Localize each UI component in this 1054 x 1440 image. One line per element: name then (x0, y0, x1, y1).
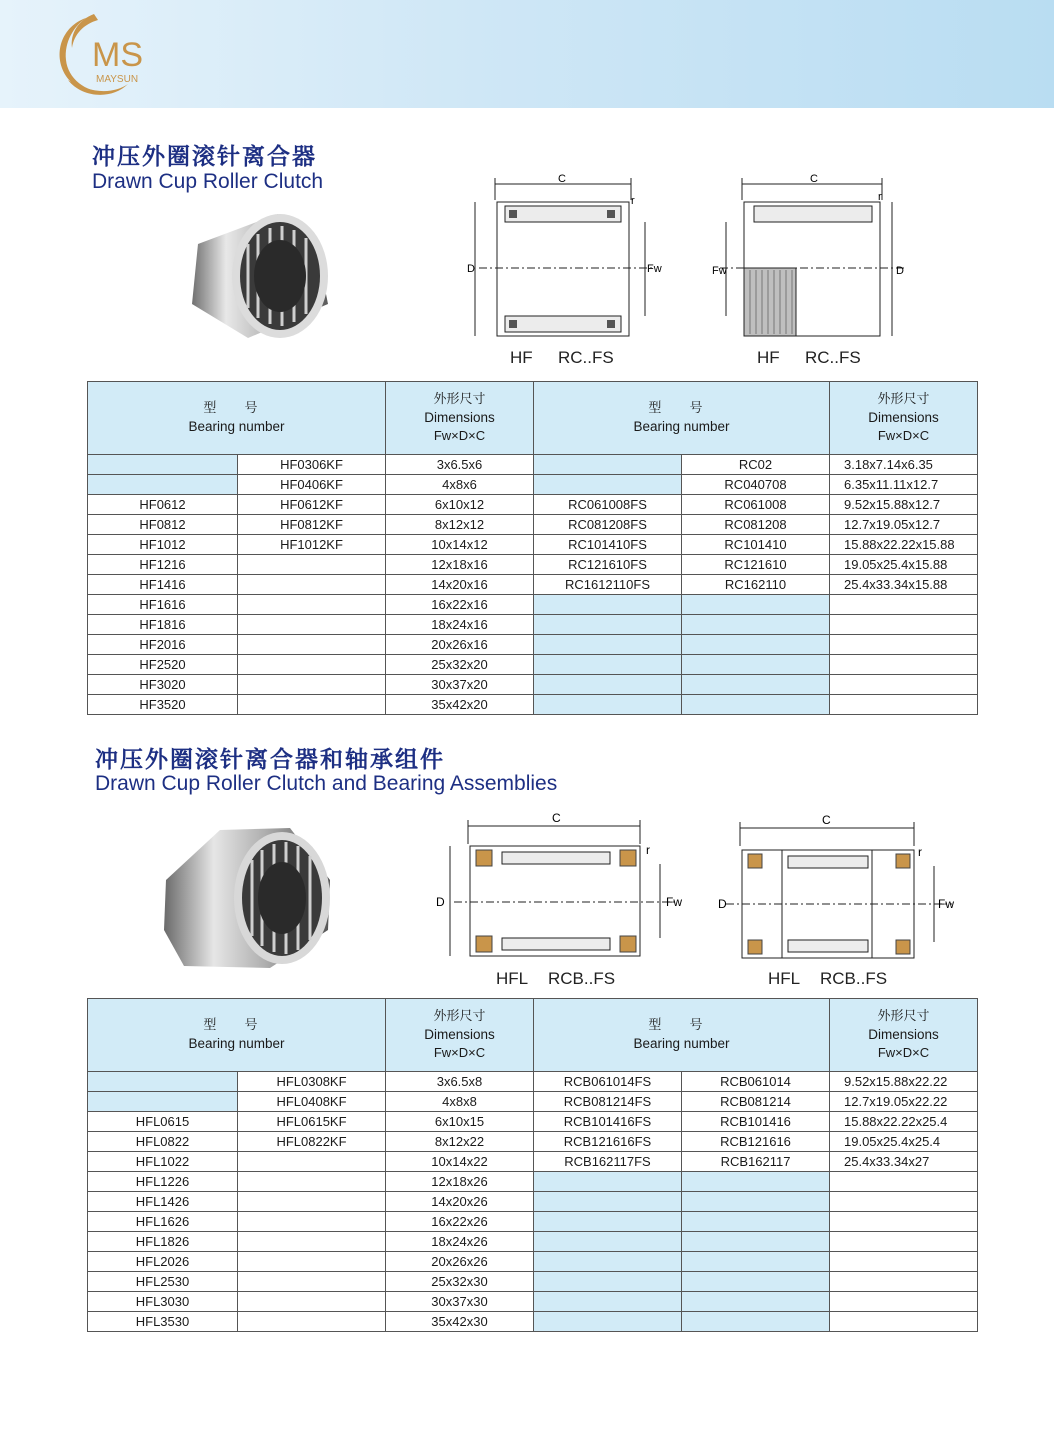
table-cell: 3.18x7.14x6.35 (830, 455, 978, 475)
table-cell: HFL3530 (88, 1312, 238, 1332)
table-cell (682, 1192, 830, 1212)
diagram2-right-label-1: HFL (768, 969, 801, 988)
table-cell (830, 1212, 978, 1232)
table-cell: RCB081214FS (534, 1092, 682, 1112)
table-cell (238, 1312, 386, 1332)
table-row (88, 475, 978, 495)
maysun-logo (48, 10, 168, 100)
diagram-hf-section-left (465, 170, 665, 342)
table-cell (830, 675, 978, 695)
table-cell: 16x22x26 (386, 1212, 534, 1232)
table-cell: 25.4x33.34x15.88 (830, 575, 978, 595)
table-cell (682, 1312, 830, 1332)
table-cell: HFL1022 (88, 1152, 238, 1172)
table-cell (830, 1232, 978, 1252)
table2-header-model-2: 型 号 Bearing number (534, 999, 830, 1072)
diagram-hfl-section-left (430, 810, 690, 966)
table-cell: RCB121616FS (534, 1132, 682, 1152)
table-cell: RC081208 (682, 515, 830, 535)
table-cell (88, 455, 238, 475)
table-cell: HF1416 (88, 575, 238, 595)
section1-title-en: Drawn Cup Roller Clutch (92, 170, 324, 193)
table-cell: RCB162117 (682, 1152, 830, 1172)
table-cell (830, 655, 978, 675)
table-cell: HFL0308KF (238, 1072, 386, 1092)
table-cell: RC1612110FS (534, 575, 682, 595)
table-row (88, 1092, 978, 1112)
table-cell: HF2016 (88, 635, 238, 655)
table-cell (238, 1232, 386, 1252)
table-row (88, 1252, 978, 1272)
diagram2-left-label-2: RCB..FS (548, 969, 616, 988)
table-cell: HF1012 (88, 535, 238, 555)
table-cell (682, 695, 830, 715)
svg-text:Fw: Fw (647, 263, 662, 275)
table-cell: HFL0822KF (238, 1132, 386, 1152)
table-row (88, 695, 978, 715)
table-cell: 6.35x11.11x12.7 (830, 475, 978, 495)
table-cell: 9.52x15.88x22.22 (830, 1072, 978, 1092)
diagram-left-label-2: RC..FS (558, 348, 614, 367)
table1-header-model-2: 型 号 Bearing number (534, 382, 830, 455)
table-cell (682, 635, 830, 655)
table-row (88, 1152, 978, 1172)
svg-text:D: D (718, 897, 727, 911)
table-cell: 16x22x16 (386, 595, 534, 615)
table-cell: HFL2530 (88, 1272, 238, 1292)
table-cell: 19.05x25.4x25.4 (830, 1132, 978, 1152)
table-cell: HF1216 (88, 555, 238, 575)
table-cell: RCB162117FS (534, 1152, 682, 1172)
svg-text:D: D (896, 265, 904, 277)
table-cell: 35x42x30 (386, 1312, 534, 1332)
table-cell (534, 1252, 682, 1272)
table-cell: HF0612 (88, 495, 238, 515)
table-cell: HF3020 (88, 675, 238, 695)
table2-header-dims-2: 外形尺寸 Dimensions Fw×D×C (830, 999, 978, 1072)
table-cell (830, 695, 978, 715)
table-cell: 20x26x16 (386, 635, 534, 655)
drawn-cup-clutch-image (178, 204, 340, 342)
clutch-bearing-assembly-image (160, 820, 340, 972)
table-cell (534, 695, 682, 715)
table-cell: RC081208FS (534, 515, 682, 535)
table-cell: 15.88x22.22x15.88 (830, 535, 978, 555)
table-row (88, 1232, 978, 1252)
table-cell: 12.7x19.05x12.7 (830, 515, 978, 535)
table-row (88, 535, 978, 555)
table-cell: RCB101416 (682, 1112, 830, 1132)
table-cell: 3x6.5x6 (386, 455, 534, 475)
table-cell: RCB061014FS (534, 1072, 682, 1092)
table-cell: HF0812KF (238, 515, 386, 535)
table-cell: HFL1826 (88, 1232, 238, 1252)
table-cell (682, 1252, 830, 1272)
table-row (88, 575, 978, 595)
table-cell: HFL1626 (88, 1212, 238, 1232)
table-cell: 35x42x20 (386, 695, 534, 715)
table-cell (534, 675, 682, 695)
svg-text:r: r (878, 191, 882, 203)
table-cell: HF3520 (88, 695, 238, 715)
svg-text:r: r (918, 845, 922, 859)
table-row (88, 675, 978, 695)
table-cell: HFL0408KF (238, 1092, 386, 1112)
table-cell (238, 595, 386, 615)
table-cell: 25x32x20 (386, 655, 534, 675)
svg-text:D: D (436, 895, 445, 909)
table-cell (534, 595, 682, 615)
table-cell (682, 675, 830, 695)
table-cell: HFL1426 (88, 1192, 238, 1212)
table-cell: RC061008 (682, 495, 830, 515)
table-cell: 18x24x16 (386, 615, 534, 635)
table-row (88, 1172, 978, 1192)
table-row (88, 1272, 978, 1292)
section1-title-cn: 冲压外圈滚针离合器 (92, 144, 317, 170)
table-cell: HFL0822 (88, 1132, 238, 1152)
table-row (88, 615, 978, 635)
svg-text:C: C (552, 811, 561, 825)
table-cell (534, 615, 682, 635)
table-row (88, 1292, 978, 1312)
table-cell (238, 675, 386, 695)
svg-text:C: C (810, 173, 818, 185)
table-cell: RC121610FS (534, 555, 682, 575)
diagram-right-label-2: RC..FS (805, 348, 861, 367)
svg-text:Fw: Fw (666, 895, 682, 909)
table1-header-dims-2: 外形尺寸 Dimensions Fw×D×C (830, 382, 978, 455)
table-cell: 25.4x33.34x27 (830, 1152, 978, 1172)
table-cell: 30x37x30 (386, 1292, 534, 1312)
table-cell: RCB061014 (682, 1072, 830, 1092)
table-cell: HF0812 (88, 515, 238, 535)
table-cell: 18x24x26 (386, 1232, 534, 1252)
table2-header-model: 型 号 Bearing number (88, 999, 386, 1072)
section2-title-cn: 冲压外圈滚针离合器和轴承组件 (95, 747, 445, 773)
table-cell (534, 1292, 682, 1312)
table-cell: RC101410FS (534, 535, 682, 555)
table-cell (830, 1312, 978, 1332)
table-cell (534, 1172, 682, 1192)
table-cell (534, 1312, 682, 1332)
table-cell (534, 635, 682, 655)
table-cell: 4x8x8 (386, 1092, 534, 1112)
table-cell: 30x37x20 (386, 675, 534, 695)
table-cell: 8x12x12 (386, 515, 534, 535)
table-cell (238, 575, 386, 595)
table-cell (682, 1272, 830, 1292)
table-cell: RC040708 (682, 475, 830, 495)
svg-text:MAYSUN: MAYSUN (96, 74, 139, 85)
table-cell: HF1012KF (238, 535, 386, 555)
table-row (88, 1112, 978, 1132)
table-cell (830, 595, 978, 615)
table-row (88, 655, 978, 675)
table-cell (830, 1272, 978, 1292)
table-cell (238, 1272, 386, 1292)
table-cell: HFL0615 (88, 1112, 238, 1132)
svg-text:D: D (467, 263, 475, 275)
svg-text:Fw: Fw (938, 897, 954, 911)
spec-table-2 (87, 998, 978, 1332)
table-cell: 4x8x6 (386, 475, 534, 495)
table-cell: HFL0615KF (238, 1112, 386, 1132)
table-cell (238, 1292, 386, 1312)
table-cell (238, 555, 386, 575)
table-cell (238, 1212, 386, 1232)
table-cell (238, 655, 386, 675)
table-cell: 25x32x30 (386, 1272, 534, 1292)
table-cell: HF1616 (88, 595, 238, 615)
table-cell (534, 655, 682, 675)
table1-header-dims: 外形尺寸 Dimensions Fw×D×C (386, 382, 534, 455)
table-row (88, 1072, 978, 1092)
diagram2-left-label-1: HFL (496, 969, 529, 988)
table-row (88, 595, 978, 615)
table-cell: HF0306KF (238, 455, 386, 475)
table-cell: 6x10x15 (386, 1112, 534, 1132)
table-cell: 9.52x15.88x12.7 (830, 495, 978, 515)
header-band (0, 0, 1054, 108)
table-cell: 10x14x22 (386, 1152, 534, 1172)
table-cell: 15.88x22.22x25.4 (830, 1112, 978, 1132)
table-row (88, 1192, 978, 1212)
table-cell: RC101410 (682, 535, 830, 555)
table-cell (534, 1192, 682, 1212)
table-cell: 8x12x22 (386, 1132, 534, 1152)
table-row (88, 1132, 978, 1152)
table-cell: HFL2026 (88, 1252, 238, 1272)
svg-text:Fw: Fw (712, 265, 727, 277)
svg-text:C: C (558, 173, 566, 185)
table-cell: RCB121616 (682, 1132, 830, 1152)
table2-header-dims: 外形尺寸 Dimensions Fw×D×C (386, 999, 534, 1072)
table-cell (682, 1232, 830, 1252)
table-cell: RC061008FS (534, 495, 682, 515)
table-cell: 14x20x16 (386, 575, 534, 595)
svg-text:MS: MS (92, 36, 143, 74)
table-cell: RC02 (682, 455, 830, 475)
table-cell (830, 1192, 978, 1212)
svg-text:r: r (646, 843, 650, 857)
table-cell: RCB101416FS (534, 1112, 682, 1132)
table-cell: RC121610 (682, 555, 830, 575)
table-row (88, 555, 978, 575)
diagram2-right-label-2: RCB..FS (820, 969, 888, 988)
spec-table-1 (87, 381, 978, 715)
table-cell: RC162110 (682, 575, 830, 595)
table-cell (534, 1272, 682, 1292)
table-row (88, 455, 978, 475)
table-cell: HF2520 (88, 655, 238, 675)
table-cell: 20x26x26 (386, 1252, 534, 1272)
table-cell (534, 1212, 682, 1232)
table-cell (88, 475, 238, 495)
table-cell (682, 1292, 830, 1312)
table-cell: RCB081214 (682, 1092, 830, 1112)
table-cell: HF0612KF (238, 495, 386, 515)
table-cell (88, 1092, 238, 1112)
table-row (88, 635, 978, 655)
table-row (88, 515, 978, 535)
table-cell (238, 1152, 386, 1172)
diagram-right-label-1: HF (757, 348, 780, 367)
table-cell (682, 595, 830, 615)
table-cell (88, 1072, 238, 1092)
table-cell: 6x10x12 (386, 495, 534, 515)
table-row (88, 1212, 978, 1232)
table-cell (238, 1252, 386, 1272)
table-cell (682, 615, 830, 635)
table-cell (534, 475, 682, 495)
table-cell: 14x20x26 (386, 1192, 534, 1212)
table-cell (534, 1232, 682, 1252)
table-cell: 10x14x12 (386, 535, 534, 555)
table-cell: HFL1226 (88, 1172, 238, 1192)
table-cell: 3x6.5x8 (386, 1072, 534, 1092)
table-cell: HFL3030 (88, 1292, 238, 1312)
table-cell: HF0406KF (238, 475, 386, 495)
table-cell (238, 635, 386, 655)
table-cell: HF1816 (88, 615, 238, 635)
section2-title-en: Drawn Cup Roller Clutch and Bearing Assemblies (95, 772, 558, 795)
svg-text:C: C (822, 813, 831, 827)
table-cell (830, 1292, 978, 1312)
diagram-left-label-1: HF (510, 348, 533, 367)
svg-text:r: r (631, 195, 635, 207)
table-row (88, 1312, 978, 1332)
table-cell: 12.7x19.05x22.22 (830, 1092, 978, 1112)
table-cell (830, 615, 978, 635)
table-cell (238, 695, 386, 715)
table-cell (238, 1192, 386, 1212)
table-cell: 12x18x26 (386, 1172, 534, 1192)
table-cell (830, 1172, 978, 1192)
table-cell (682, 655, 830, 675)
table-cell: 12x18x16 (386, 555, 534, 575)
diagram-hfl-section-right (712, 810, 972, 966)
diagram-hf-section-right (712, 170, 912, 342)
table-cell (238, 615, 386, 635)
table-cell (830, 635, 978, 655)
table1-header-model: 型 号 Bearing number (88, 382, 386, 455)
table-cell: 19.05x25.4x15.88 (830, 555, 978, 575)
table-cell (682, 1212, 830, 1232)
table-row (88, 495, 978, 515)
table-cell (830, 1252, 978, 1272)
table-cell (238, 1172, 386, 1192)
table-cell (534, 455, 682, 475)
table-cell (682, 1172, 830, 1192)
